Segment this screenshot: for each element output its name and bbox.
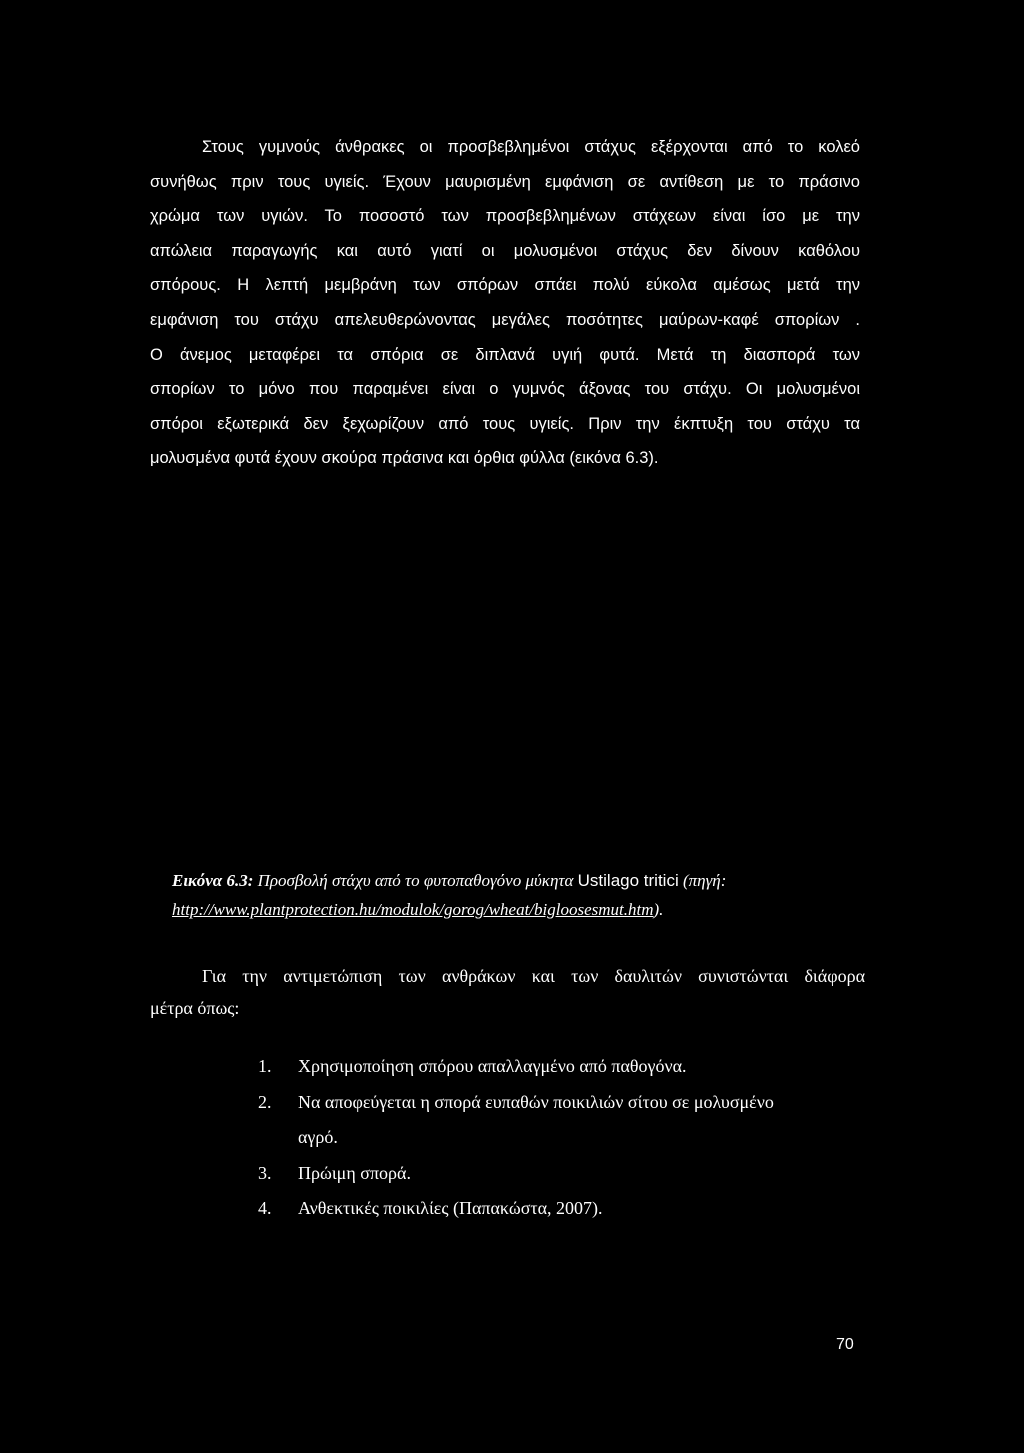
figure-caption [172,866,852,924]
caption-source-link[interactable]: http://www.plantprotection.hu/modulok/gorog/wheat/bigloosesmut.htm [172,900,654,919]
measures-list [240,1049,865,1227]
caption-source-suffix: ). [653,900,664,919]
body-paragraph-smut-symptoms [150,130,860,476]
list-item-text: αγρό. [298,1127,338,1147]
caption-source-prefix: (πηγή: [678,871,727,890]
paragraph-line: μέτρα όπως: [150,998,240,1018]
paragraph-line: εμφάνιση του στάχυ απελευθερώνοντας μεγάλες ποσότητες μαύρων-καφέ σπορίων . [150,310,860,329]
body-paragraph-measures-intro [150,960,865,1024]
list-item-number: 2. [258,1091,272,1112]
caption-species: Ustilago tritici [577,871,679,890]
caption-text: Προσβολή στάχυ από το φυτοπαθογόνο μύκητα [253,871,578,890]
list-item-number: 3. [258,1162,272,1183]
page-number: 70 [836,1336,854,1353]
caption-line [172,866,852,895]
paragraph-line: σπόροι εξωτερικά δεν ξεχωρίζουν από τους υγιείς. Πριν την έκπτυξη του στάχυ τα [150,414,860,433]
list-item-text: Να αποφεύγεται η σπορά ευπαθών ποικιλιών σίτου σε μολυσμένο [298,1091,774,1112]
paragraph-line: Ο άνεμος μεταφέρει τα σπόρια σε διπλανά υγιή φυτά. Μετά τη διασπορά των [150,345,860,364]
list-item [240,1156,865,1192]
paragraph-line: απώλεια παραγωγής και αυτό γιατί οι μολυσμένοι στάχυς δεν δίνουν καθόλου [150,241,860,260]
paragraph-line: συνήθως πριν τους υγιείς. Έχουν μαυρισμένη εμφάνιση σε αντίθεση με το πράσινο [150,172,860,191]
list-item-text: Ανθεκτικές ποικιλίες (Παπακώστα, 2007). [298,1198,603,1218]
paragraph-line: σπορίων το μόνο που παραμένει είναι ο γυμνός άξονας του στάχυ. Οι μολυσμένοι [150,380,860,399]
paragraph-line: χρώμα των υγιών. Το ποσοστό των προσβεβλημένων στάχεων είναι ίσο με την [150,207,860,226]
paragraph-line: μολυσμένα φυτά έχουν σκούρα πράσινα και όρθια φύλλα (εικόνα 6.3). [150,449,659,468]
list-item-number: 1. [258,1056,272,1076]
figure-image [150,500,860,845]
list-item-text: Χρησιμοποίηση σπόρου απαλλαγμένο από παθογόνα. [298,1056,687,1076]
list-item-number: 4. [258,1198,272,1218]
list-item [240,1191,865,1227]
list-item [240,1085,865,1156]
caption-line [172,895,852,924]
list-item-text: Πρώιμη σπορά. [298,1162,411,1183]
paragraph-line: σπόρους. Η λεπτή μεμβράνη των σπόρων σπάει πολύ εύκολα αμέσως μετά την [150,276,860,295]
caption-label: Εικόνα 6.3: [172,871,254,890]
paragraph-line: Για την αντιμετώπιση των ανθράκων και των δαυλιτών συνιστώνται διάφορα [202,966,865,986]
list-item [240,1049,865,1085]
paragraph-line: Στους γυμνούς άνθρακες οι προσβεβλημένοι στάχυς εξέρχονται από το κολεό [202,138,860,156]
